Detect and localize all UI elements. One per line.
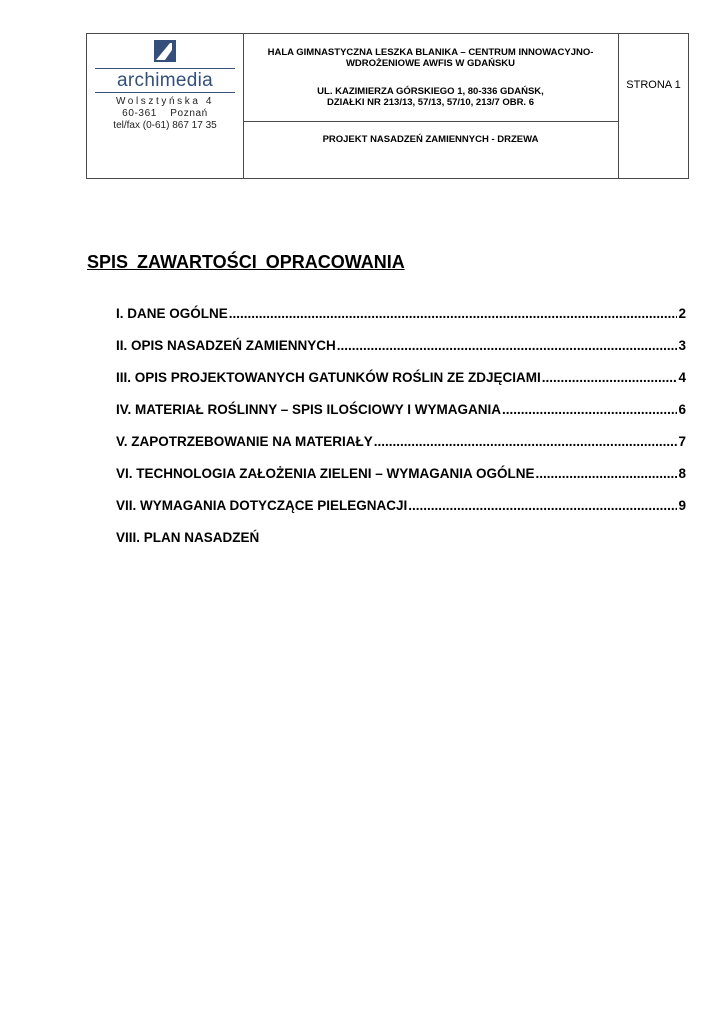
toc-entry[interactable] (116, 369, 686, 401)
project-cell (243, 34, 619, 178)
toc-entry[interactable] (116, 465, 686, 497)
toc-leader (229, 305, 678, 322)
project-info (243, 34, 618, 122)
company-name: archimedia (117, 70, 213, 91)
logo-rule-top (95, 68, 235, 69)
toc-list (116, 305, 686, 561)
project-title: HALA GIMNASTYCZNA LESZKA BLANIKA – CENTRUM INNOWACYJNO-WDROŻENIOWE AWFIS W GDAŃSKU (267, 47, 594, 69)
toc-entry[interactable] (116, 433, 686, 465)
project-name: PROJEKT NASADZEŃ ZAMIENNYCH - DRZEWA (322, 134, 539, 145)
toc-heading: SPIS ZAWARTOŚCI OPRACOWANIA (87, 252, 405, 272)
toc-entry-title: IV. MATERIAŁ ROŚLINNY – SPIS ILOŚCIOWY I WYMAGANIA (116, 402, 502, 417)
toc-entry-page: 6 (678, 402, 686, 417)
title-block (86, 33, 689, 179)
toc-leader (502, 401, 677, 418)
toc-leader (337, 337, 678, 354)
toc-leader (542, 369, 678, 386)
toc-entry-title: II. OPIS NASADZEŃ ZAMIENNYCH (116, 338, 336, 353)
toc-leader (408, 497, 677, 514)
toc-entry-page: 3 (678, 338, 686, 353)
project-address-line2: DZIAŁKI NR 213/13, 57/13, 57/10, 213/7 OBR. 6 (327, 97, 534, 108)
toc-entry-page: 4 (678, 370, 686, 385)
toc-entry-page: 7 (678, 434, 686, 449)
company-phone: tel/fax (0-61) 867 17 35 (113, 120, 217, 131)
archimedia-logo-icon (153, 39, 177, 63)
toc-leader (374, 433, 678, 450)
logo-rule-bottom (95, 92, 235, 93)
toc-entry-title: VII. WYMAGANIA DOTYCZĄCE PIELEGNACJI (116, 498, 408, 513)
toc-entry-page: 2 (678, 306, 686, 321)
toc-entry-title: VI. TECHNOLOGIA ZAŁOŻENIA ZIELENI – WYMAGANIA OGÓLNE (116, 466, 535, 481)
page-cell (619, 34, 688, 178)
toc-leader (536, 465, 678, 482)
toc-entry[interactable] (116, 497, 686, 529)
toc-entry-title: V. ZAPOTRZEBOWANIE NA MATERIAŁY (116, 434, 373, 449)
toc-entry[interactable] (116, 529, 686, 561)
company-street: Wolsztyńska 4 (115, 96, 215, 107)
toc-entry-title: VIII. PLAN NASADZEŃ (116, 530, 260, 545)
company-city: 60-361 Poznań (122, 108, 208, 119)
toc-entry[interactable] (116, 305, 686, 337)
company-cell (87, 34, 244, 178)
toc-entry-title: III. OPIS PROJEKTOWANYCH GATUNKÓW ROŚLIN ZE ZDJĘCIAMI (116, 370, 541, 385)
page-label: STRONA 1 (626, 79, 681, 91)
toc-entry-page: 8 (678, 466, 686, 481)
project-address (253, 86, 608, 108)
toc-entry-page: 9 (678, 498, 686, 513)
toc-entry[interactable] (116, 337, 686, 369)
toc-entry[interactable] (116, 401, 686, 433)
toc-entry-title: I. DANE OGÓLNE (116, 306, 228, 321)
project-address-line1: UL. KAZIMIERZA GÓRSKIEGO 1, 80-336 GDAŃSK, (317, 86, 544, 97)
